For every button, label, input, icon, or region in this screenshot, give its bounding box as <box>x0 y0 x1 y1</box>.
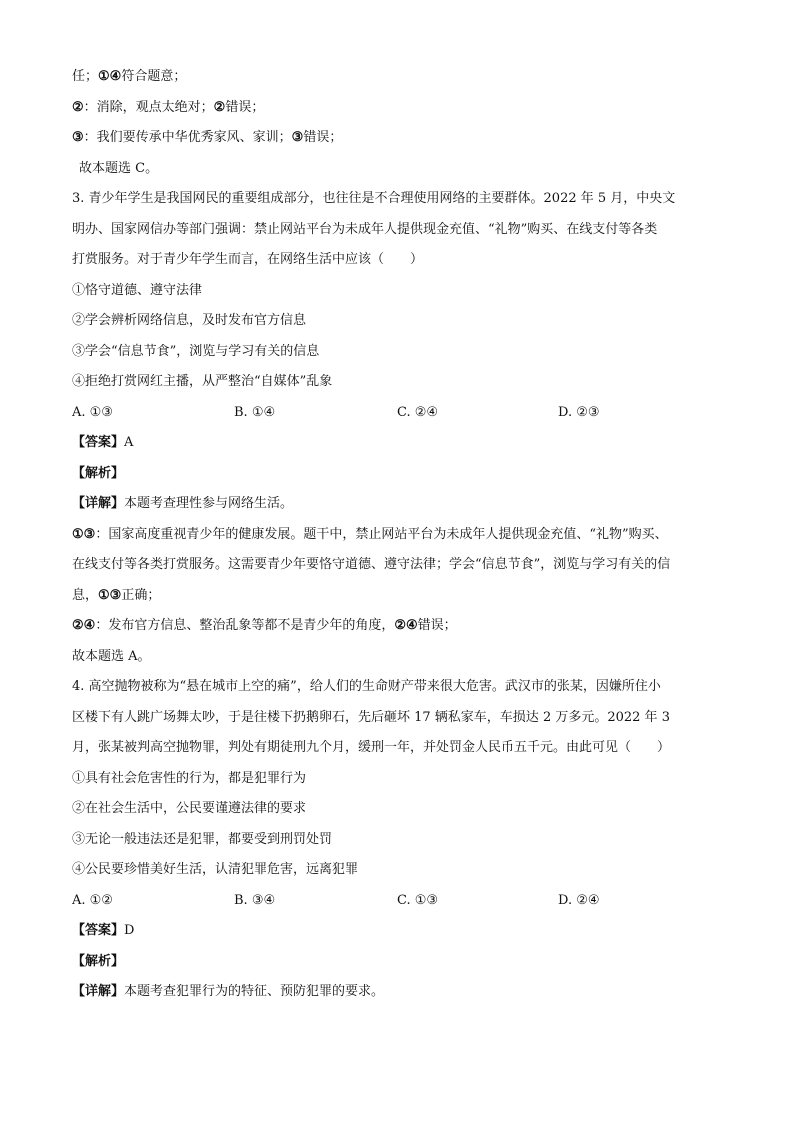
q4-statement-3: ③无论一般违法还是犯罪，都要受到刑罚处罚 <box>72 831 333 847</box>
q4-statement-1: ①具有社会危害性的行为，都是犯罪行为 <box>72 770 307 786</box>
q2-analysis-line-2: ②：消除，观点太绝对；②错误； <box>72 99 265 115</box>
q3-statement-1: ①恪守道德、遵守法律 <box>72 282 203 298</box>
q3-statement-4: ④拒绝打赏网红主播，从严整治“自媒体”乱象 <box>72 374 333 389</box>
q3-option-b: B. ①④ <box>234 404 276 420</box>
q3-stem-line-2: 明办、国家网信办等部门强调：禁止网站平台为未成年人提供现金充值、“礼物”购买、在线支付等各类 <box>72 221 658 237</box>
q4-statement-4: ④公民要珍惜美好生活，认清犯罪危害，远离犯罪 <box>72 862 359 877</box>
q4-option-b: B. ③④ <box>234 892 276 908</box>
q3-conclusion: 故本题选 A。 <box>72 648 151 664</box>
q4-stem-line-2: 区楼下有人跳广场舞太吵，于是往楼下扔鹅卵石，先后砸坏 17 辆私家车，车损达 2 万多元。2022 年 3 <box>72 709 670 725</box>
q4-statement-2: ②在社会生活中，公民要谨遵法律的要求 <box>72 801 307 816</box>
q4-answer: 【答案】D <box>72 923 135 938</box>
q3-options <box>72 398 732 429</box>
q3-option-d: D. ②③ <box>558 404 600 420</box>
q3-stem-line-3: 打赏服务。对于青少年学生而言，在网络生活中应该（ ） <box>72 252 424 267</box>
answer-tag: 【答案】 <box>72 435 125 450</box>
q4-stem-line-3: 月，张某被判高空抛物罪，判处有期徒刑九个月，缓刑一年，并处罚金人民币五千元。由此可见（ ） <box>72 740 671 755</box>
q4-options <box>72 886 732 917</box>
q3-detail-p1-line-3: 息，①③正确； <box>72 587 161 603</box>
q3-detail: 【详解】本题考查理性参与网络生活。 <box>72 496 294 511</box>
q3-stem-line-1: 3. 青少年学生是我国网民的重要组成部分，也往往是不合理使用网络的主要群体。2022 年 5 月，中央文 <box>72 191 676 206</box>
q2-analysis-line-1: 任；①④符合题意； <box>72 69 187 84</box>
q3-detail-p1-line-2: 在线支付等各类打赏服务。这需要青少年要恪守道德、遵守法律；学会“信息节食”，浏览与学习有关的信 <box>72 557 671 572</box>
answer-tag: 【答案】 <box>72 923 125 938</box>
q3-answer: 【答案】A <box>72 435 134 450</box>
q3-option-a: A. ①③ <box>72 404 113 420</box>
q2-analysis-line-3: ③：我们要传承中华优秀家风、家训；③错误； <box>72 130 343 145</box>
q4-option-d: D. ②④ <box>558 892 600 908</box>
q4-option-a: A. ①② <box>72 892 113 908</box>
q3-detail-p2: ②④：发布官方信息、整治乱象等都不是青少年的角度，②④错误； <box>72 618 457 633</box>
q4-detail: 【详解】本题考查犯罪行为的特征、预防犯罪的要求。 <box>72 984 385 999</box>
q4-analysis-tag: 【解析】 <box>72 953 125 969</box>
q4-option-c: C. ①③ <box>397 892 439 908</box>
q3-statement-2: ②学会辨析网络信息，及时发布官方信息 <box>72 313 307 328</box>
q3-detail-p1-line-1: ①③：国家高度重视青少年的健康发展。题干中，禁止网站平台为未成年人提供现金充值、“礼物”购买、 <box>72 526 668 542</box>
q2-conclusion: 故本题选 C。 <box>79 160 159 176</box>
q3-analysis-tag: 【解析】 <box>72 465 125 481</box>
q4-stem-line-1: 4. 高空抛物被称为“悬在城市上空的痛”，给人们的生命财产带来很大危害。武汉市的张某，因嫌所住小 <box>72 679 661 694</box>
document-page <box>72 62 732 1008</box>
q3-statement-3: ③学会“信息节食”，浏览与学习有关的信息 <box>72 343 320 359</box>
q3-option-c: C. ②④ <box>397 404 439 420</box>
